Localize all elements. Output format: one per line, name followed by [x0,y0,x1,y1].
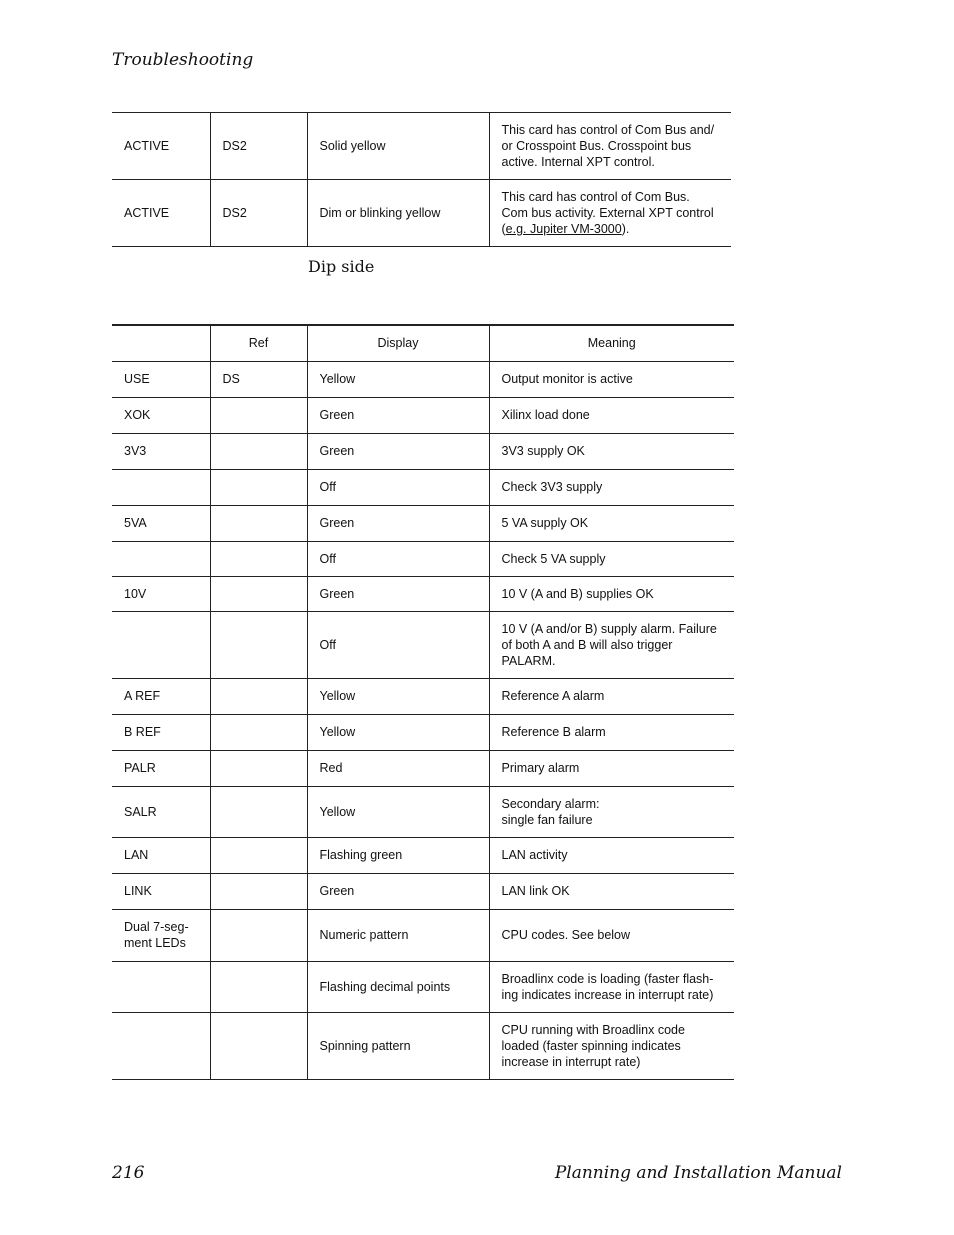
led-name-cell: LINK [112,873,210,909]
led-meaning-cell: This card has control of Com Bus and/ or Crosspoint Bus. Crosspoint bus active. Internal XPT control. [489,113,731,180]
led-name-cell: LAN [112,837,210,873]
led-meaning-cell: 3V3 supply OK [489,433,734,469]
table-row [112,1012,734,1079]
led-display-cell: Yellow [307,678,489,714]
led-name-cell: XOK [112,397,210,433]
led-display-cell: Green [307,505,489,541]
led-ref-cell [210,1012,307,1079]
table-row [112,611,734,678]
running-header: Troubleshooting [112,50,254,70]
column-header-display: Display [307,325,489,361]
led-ref-cell: DS2 [210,180,307,247]
table-row [112,961,734,1012]
led-display-cell: Yellow [307,786,489,837]
led-ref-cell [210,873,307,909]
led-ref-cell [210,433,307,469]
led-display-cell: Off [307,541,489,576]
led-meaning-cell: LAN link OK [489,873,734,909]
led-display-cell: Dim or blinking yellow [307,180,489,247]
led-meaning-cell: 5 VA supply OK [489,505,734,541]
led-meaning-cell [489,180,731,247]
led-name-cell [112,961,210,1012]
led-name-cell: 5VA [112,505,210,541]
led-meaning-cell: Check 3V3 supply [489,469,734,505]
led-name-cell: PALR [112,750,210,786]
table-row [112,113,731,180]
led-table-active [112,112,731,247]
led-name-cell: A REF [112,678,210,714]
led-meaning-cell: Reference A alarm [489,678,734,714]
led-name-cell: Dual 7-seg- ment LEDs [112,909,210,961]
led-ref-cell [210,397,307,433]
table-header-row [112,325,734,361]
led-meaning-cell: Reference B alarm [489,714,734,750]
table-row [112,433,734,469]
led-meaning-cell: CPU codes. See below [489,909,734,961]
led-display-cell: Red [307,750,489,786]
led-ref-cell [210,505,307,541]
led-ref-cell [210,541,307,576]
led-meaning-cell: 10 V (A and B) supplies OK [489,576,734,611]
led-name-cell [112,1012,210,1079]
led-ref-cell [210,576,307,611]
led-ref-cell [210,786,307,837]
table-row [112,397,734,433]
led-ref-cell [210,837,307,873]
table-row [112,837,734,873]
table-row [112,361,734,397]
manual-title: Planning and Installation Manual [554,1163,842,1183]
led-display-cell: Solid yellow [307,113,489,180]
table-row [112,678,734,714]
led-display-cell: Green [307,576,489,611]
led-name-cell: B REF [112,714,210,750]
led-meaning-cell: LAN activity [489,837,734,873]
table-row [112,909,734,961]
led-ref-cell: DS [210,361,307,397]
product-link[interactable]: e.g. Jupiter VM-3000 [505,222,622,236]
column-header-meaning: Meaning [489,325,734,361]
led-ref-cell [210,678,307,714]
table-row [112,180,731,247]
page-number: 216 [112,1163,145,1183]
led-meaning-cell: Broadlinx code is loading (faster flash- ing indicates increase in interrupt rate) [489,961,734,1012]
led-name-cell: ACTIVE [112,113,210,180]
led-display-cell: Flashing green [307,837,489,873]
led-meaning-cell: CPU running with Broadlinx code loaded (faster spinning indicates increase in interrupt rate) [489,1012,734,1079]
led-table-dip-side [112,324,734,1080]
led-display-cell: Green [307,433,489,469]
led-display-cell: Off [307,611,489,678]
table-row [112,786,734,837]
led-ref-cell [210,611,307,678]
led-name-cell: 3V3 [112,433,210,469]
led-name-cell [112,469,210,505]
led-name-cell: 10V [112,576,210,611]
led-display-cell: Green [307,397,489,433]
meaning-text: ). [621,222,630,236]
table-body [112,361,734,1079]
meaning-text: This card has control of Com Bus. Com bus activity. External XPT control ( [501,190,714,236]
led-ref-cell: DS2 [210,113,307,180]
column-header-ref: Ref [210,325,307,361]
led-meaning-cell: 10 V (A and/or B) supply alarm. Failure of both A and B will also trigger PALARM. [489,611,734,678]
table-row [112,750,734,786]
led-meaning-cell: Output monitor is active [489,361,734,397]
led-display-cell: Yellow [307,361,489,397]
led-ref-cell [210,714,307,750]
led-display-cell: Numeric pattern [307,909,489,961]
led-display-cell: Green [307,873,489,909]
led-ref-cell [210,469,307,505]
column-header [112,325,210,361]
table-row [112,505,734,541]
table-row [112,576,734,611]
led-display-cell: Spinning pattern [307,1012,489,1079]
led-meaning-cell: Xilinx load done [489,397,734,433]
led-name-cell: USE [112,361,210,397]
led-meaning-cell: Secondary alarm: single fan failure [489,786,734,837]
led-name-cell: ACTIVE [112,180,210,247]
led-display-cell: Flashing decimal points [307,961,489,1012]
table-row [112,541,734,576]
table-row [112,714,734,750]
led-name-cell [112,611,210,678]
led-meaning-cell: Primary alarm [489,750,734,786]
led-ref-cell [210,750,307,786]
led-name-cell [112,541,210,576]
led-display-cell: Yellow [307,714,489,750]
led-name-cell: SALR [112,786,210,837]
led-display-cell: Off [307,469,489,505]
led-ref-cell [210,909,307,961]
led-ref-cell [210,961,307,1012]
led-meaning-cell: Check 5 VA supply [489,541,734,576]
table-caption: Dip side [308,257,375,276]
table-row [112,873,734,909]
table-row [112,469,734,505]
